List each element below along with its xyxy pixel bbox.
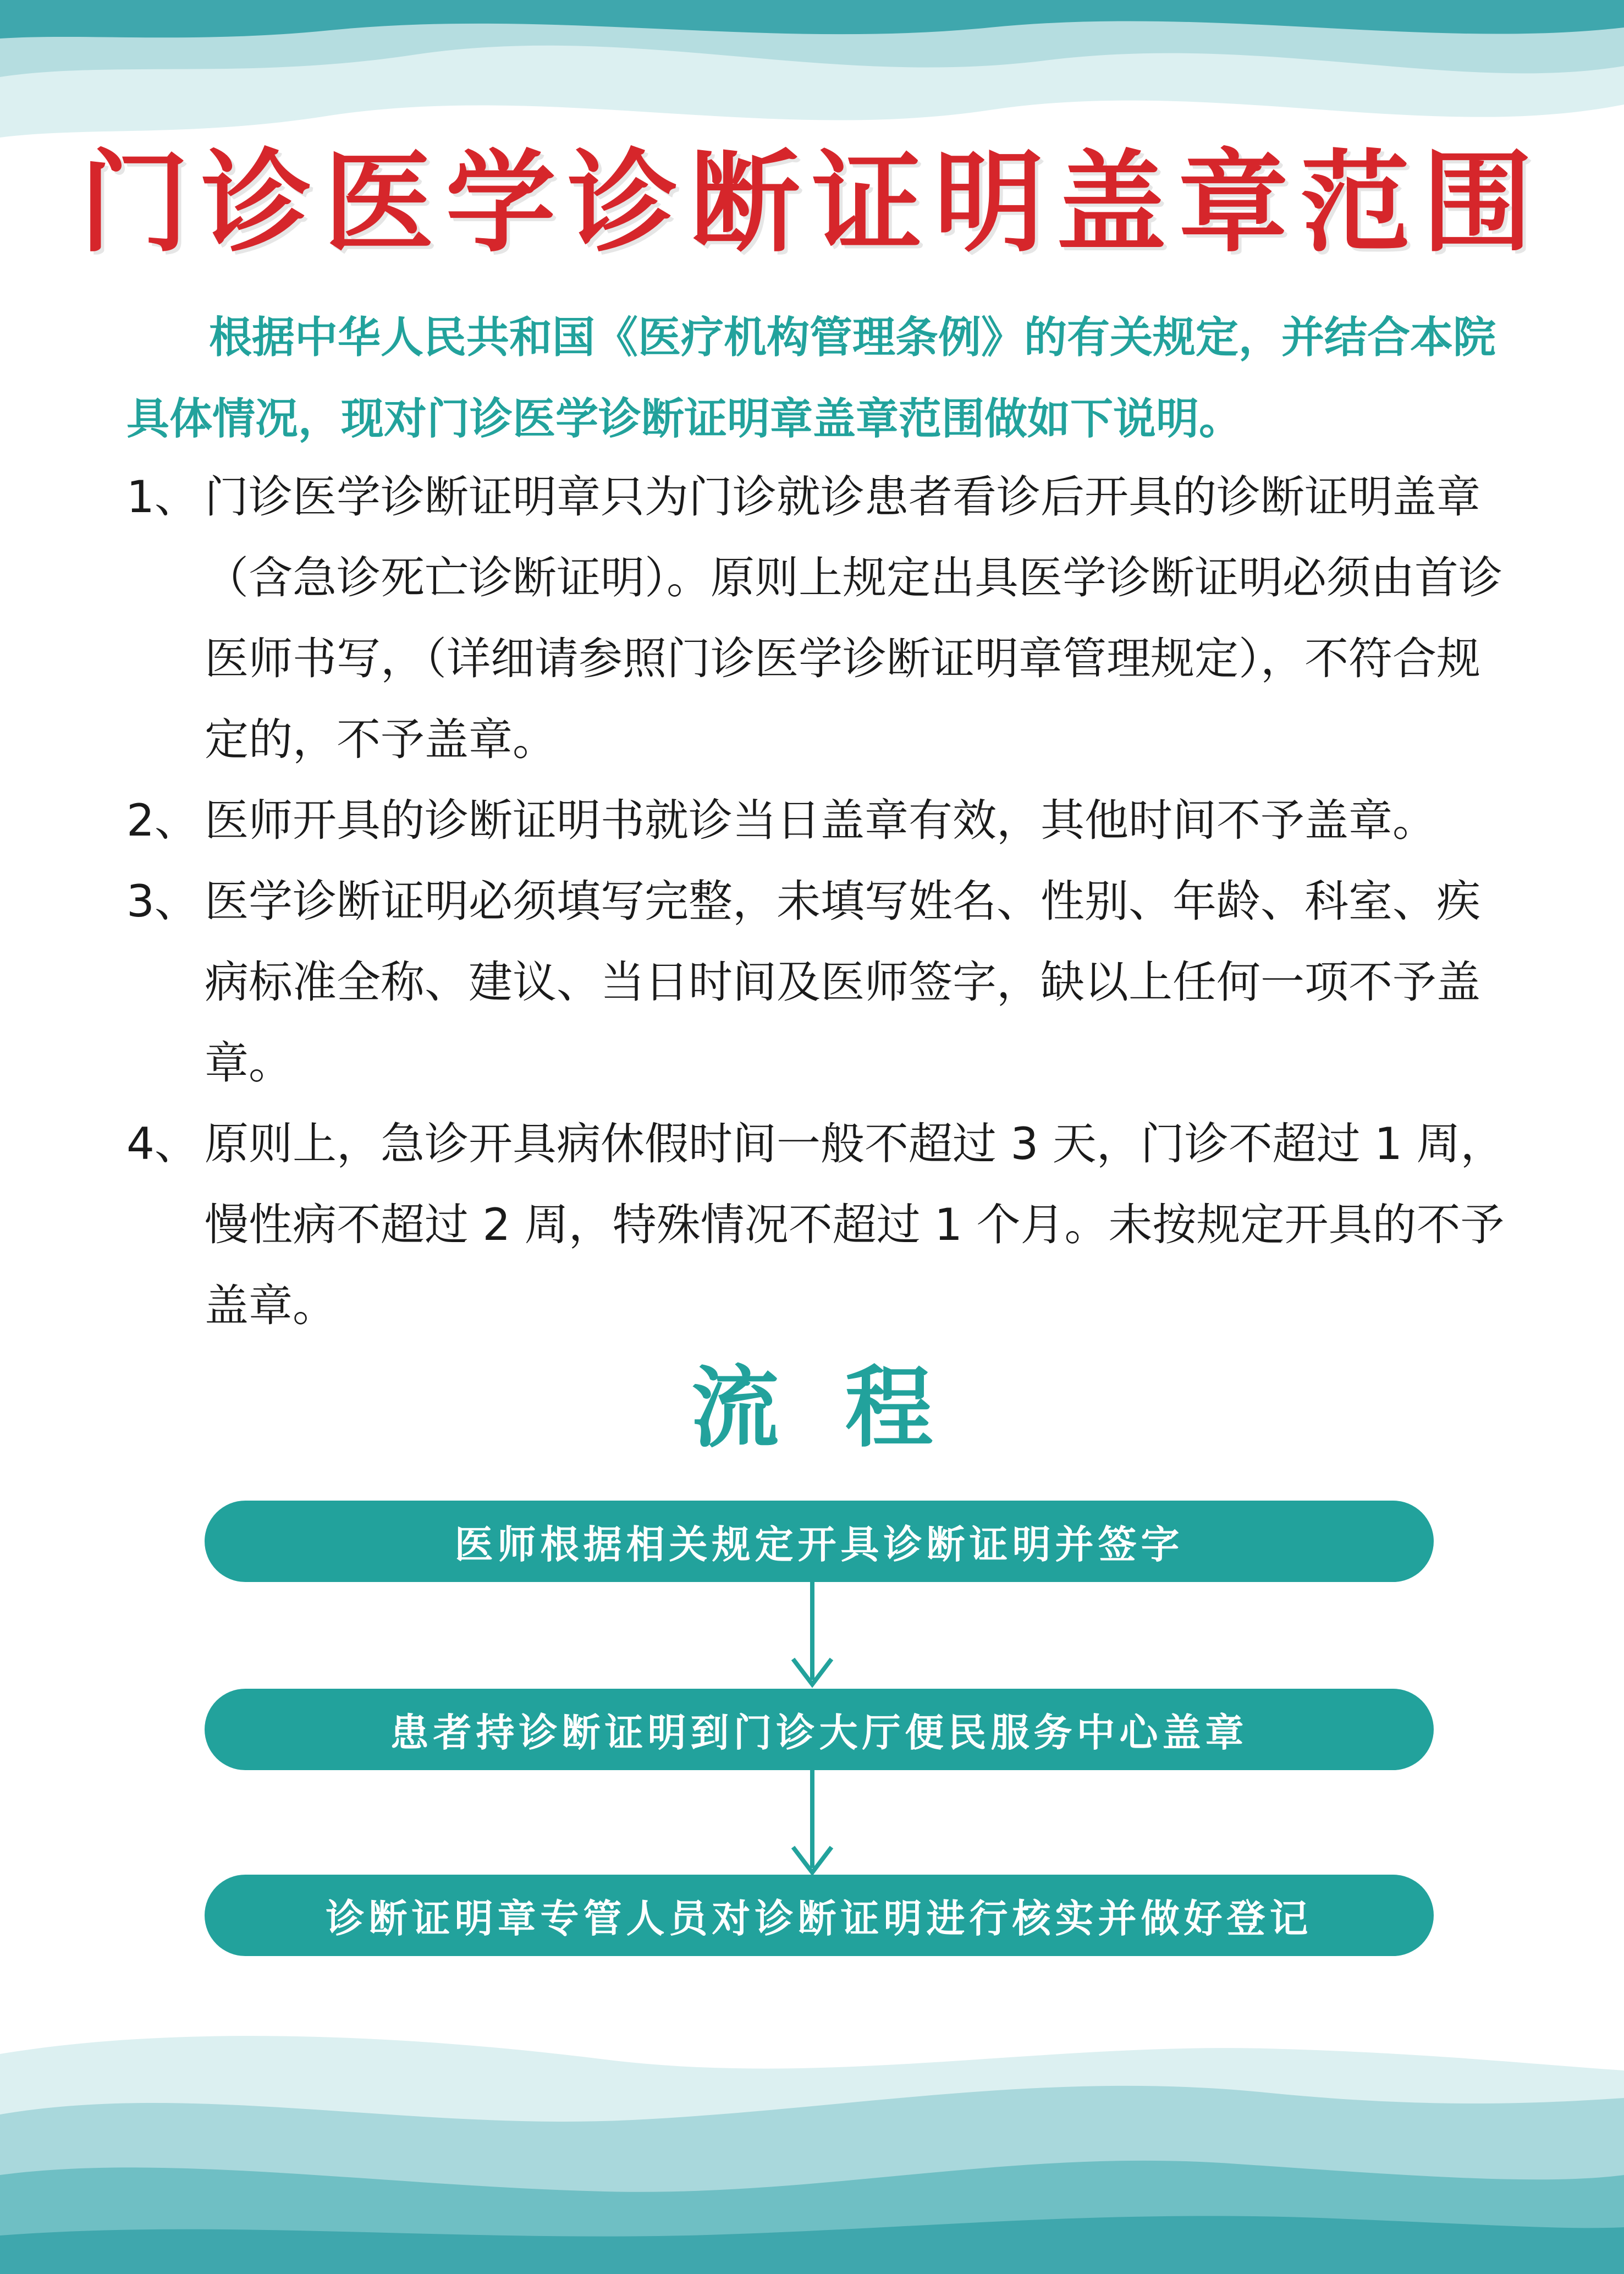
rule-item [126,457,1512,780]
rule-number: 2、 [126,795,199,846]
rule-text: 门诊医学诊断证明章只为门诊就诊患者看诊后开具的诊断证明盖章（含急诊死亡诊断证明）。原则上规定出具医学诊断证明必须由首诊医师书写，（详细请参照门诊医学诊断证明章管理规定），不符合规定的，不予盖章。 [205,471,1502,765]
rule-text: 原则上，急诊开具病休假时间一般不超过 3 天，门诊不超过 1 周，慢性病不超过 2 周，特殊情况不超过 1 个月。未按规定开具的不予盖章。 [205,1118,1505,1331]
flow-step-3: 诊断证明章专管人员对诊断证明进行核实并做好登记 [205,1875,1434,1956]
intro-paragraph: 根据中华人民共和国《医疗机构管理条例》的有关规定，并结合本院具体情况，现对门诊医学诊断证明章盖章范围做如下说明。 [126,313,1496,444]
rule-text: 医学诊断证明必须填写完整，未填写姓名、性别、年龄、科室、疾病标准全称、建议、当日时间及医师签字，缺以上任何一项不予盖章。 [205,876,1480,1089]
rule-number: 4、 [126,1118,199,1169]
rule-number: 3、 [126,876,199,927]
rule-text: 医师开具的诊断证明书就诊当日盖章有效，其他时间不予盖章。 [205,795,1436,846]
rule-item [126,780,1512,861]
rules-list [126,457,1512,1346]
page-title: 门诊医学诊断证明盖章范围 [79,139,1545,267]
bottom-wave-decoration [0,2010,1624,2274]
arrow-down-icon [788,1582,837,1689]
flow-step-1: 医师根据相关规定开具诊断证明并签字 [205,1501,1434,1582]
rule-item [126,861,1512,1103]
rule-item [126,1103,1512,1346]
flow-step-2: 患者持诊断证明到门诊大厅便民服务中心盖章 [205,1689,1434,1770]
arrow-down-icon [788,1770,837,1877]
flow-title: 流程 [691,1356,999,1459]
rule-number: 1、 [126,471,199,523]
